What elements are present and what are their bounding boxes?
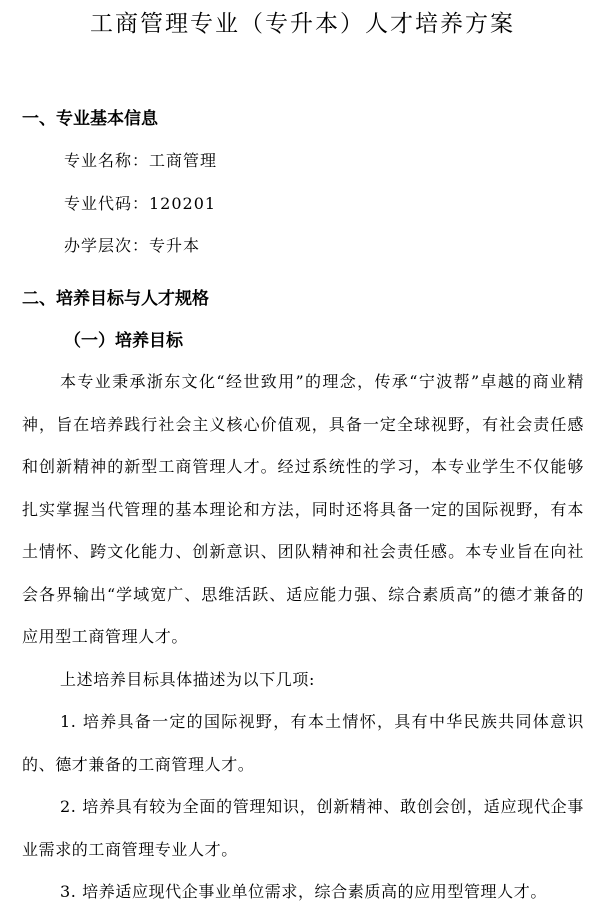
info-major-name: 专业名称：工商管理: [64, 151, 218, 170]
section-heading-basic-info: 一、专业基本信息: [22, 109, 158, 129]
paragraph-objective-item-3: 3. 培养适应现代企事业单位需求，综合素质高的应用型管理人才。: [60, 882, 547, 901]
document-title: 工商管理专业（专升本）人才培养方案: [90, 11, 515, 37]
subsection-heading-training-objective: （一）培养目标: [64, 331, 183, 351]
paragraph-objective-item-2: 2. 培养具有较为全面的管理知识，创新精神、敢创会创，适应现代企事业需求的工商管理专业人才。: [22, 797, 584, 859]
info-major-code: 专业代码：120201: [64, 194, 217, 213]
paragraph-objective-item-1: 1. 培养具备一定的国际视野，有本土情怀，具有中华民族共同体意识的、德才兼备的工商管理人才。: [22, 712, 584, 774]
paragraph-objective-main: 本专业秉承浙东文化“经世致用”的理念，传承“宁波帮”卓越的商业精神，旨在培养践行社会主义核心价值观，具备一定全球视野，有社会责任感和创新精神的新型工商管理人才。经过系统性的学习，本专业学生不仅能够扎实掌握当代管理的基本理论和方法，同时还将具备一定的国际视野，有本土情怀、跨文化能力、创新意识、团队精神和社会责任感。本专业旨在向社会各界输出“学域宽广、思维活跃、适应能力强、综合素质高”的德才兼备的应用型工商管理人才。: [22, 372, 584, 646]
info-education-level: 办学层次：专升本: [64, 236, 201, 255]
section-heading-training-goals: 二、培养目标与人才规格: [22, 289, 209, 309]
paragraph-objective-intro: 上述培养目标具体描述为以下几项:: [60, 670, 315, 689]
